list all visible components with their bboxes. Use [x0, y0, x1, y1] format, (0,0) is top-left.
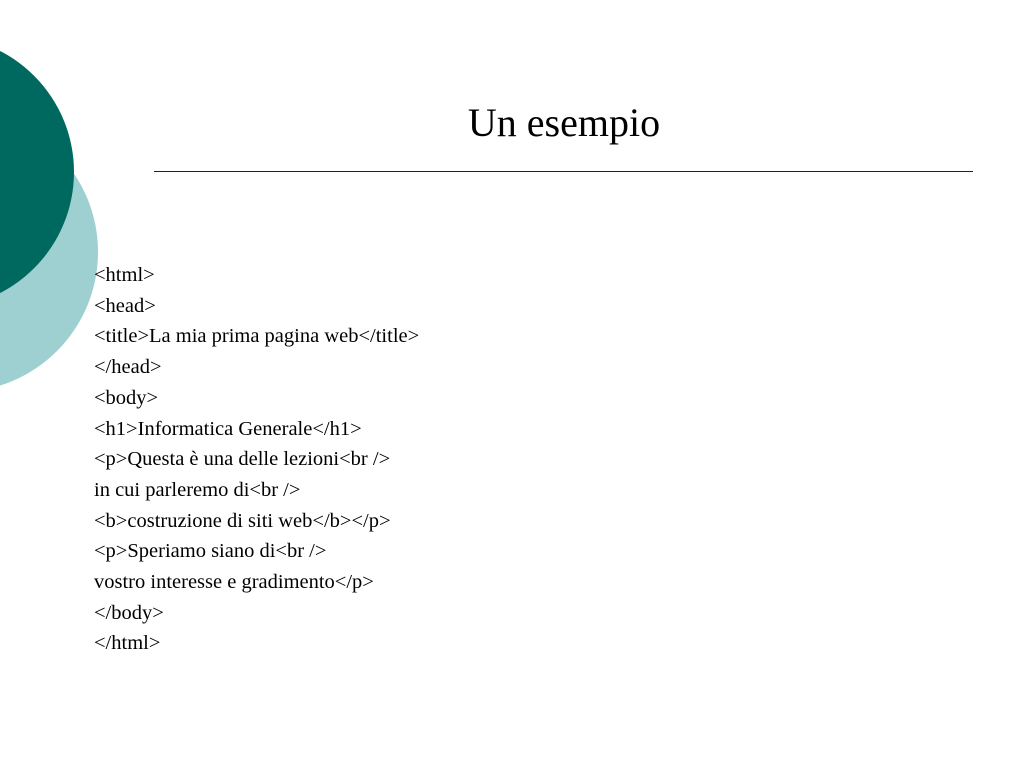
code-line: </html> [94, 632, 161, 655]
code-line: <title>La mia prima pagina web</title> [94, 325, 420, 348]
code-line: <p>Questa è una delle lezioni<br /> [94, 448, 391, 471]
code-line: <h1>Informatica Generale</h1> [94, 417, 362, 440]
slide-title: Un esempio [467, 100, 661, 145]
code-line: vostro interesse e gradimento</p> [94, 571, 374, 594]
code-line: <body> [94, 386, 159, 409]
code-line: <head> [94, 294, 156, 317]
code-line: <b>costruzione di siti web</b></p> [94, 509, 391, 532]
code-line: <p>Speriamo siano di<br /> [94, 540, 327, 563]
code-line: in cui parleremo di<br /> [94, 478, 301, 501]
code-line: </body> [94, 601, 164, 624]
code-line: <html> [94, 264, 155, 286]
title-divider [154, 171, 973, 172]
code-line: </head> [94, 356, 162, 379]
slide-body [94, 260, 974, 659]
